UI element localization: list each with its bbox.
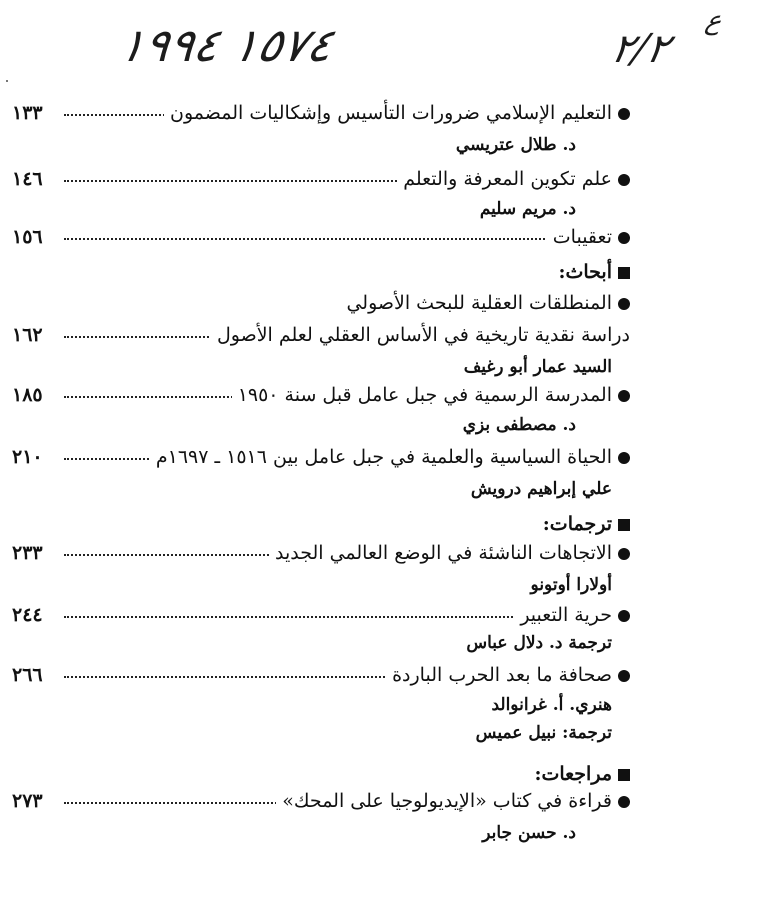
section-heading-research: أبحاث: (18, 258, 630, 286)
dot-leader (64, 238, 612, 240)
bullet-icon (618, 174, 630, 186)
entry-author: د. طلال عتريسي (455, 135, 576, 155)
entry-translator: ترجمة: نبيل عميس (475, 723, 612, 743)
entry-author: علي إبراهيم درويش (470, 479, 612, 499)
entry-page-number: ١٣٣ (12, 102, 43, 124)
entry-title: المنطلقات العقلية للبحث الأصولي (340, 288, 612, 318)
entry-title: المدرسة الرسمية في جبل عامل قبل سنة ١٩٥٠ (232, 380, 612, 410)
bullet-icon (618, 796, 630, 808)
toc-entry (12, 222, 630, 254)
toc-entry (12, 660, 630, 692)
bullet-icon (618, 108, 630, 120)
entry-title: قراءة في كتاب «الإيديولوجيا على المحك» (276, 786, 612, 816)
toc-entry (12, 98, 630, 130)
entry-author: ترجمة د. دلال عباس (466, 633, 612, 653)
square-bullet-icon (618, 769, 630, 781)
entry-page-number: ٢٧٣ (12, 790, 43, 812)
entry-author: د. مصطفى بزي (462, 415, 576, 435)
entry-title: صحافة ما بعد الحرب الباردة (386, 660, 612, 690)
entry-author: هنري. أ. غرانوالد (491, 695, 612, 715)
toc-entry (12, 600, 630, 632)
entry-page-number: ١٦٢ (12, 324, 43, 346)
entry-page-number: ٢٣٣ (12, 542, 43, 564)
entry-title: التعليم الإسلامي ضرورات التأسيس وإشكاليات المضمون (164, 98, 612, 128)
handwritten-corner-mark: ع (702, 6, 725, 36)
handwritten-archive-number: ١٥٧٤ ١٩٩٤ (114, 18, 339, 72)
entry-author: السيد عمار أبو رغيف (463, 357, 612, 377)
entry-title: تعقيبات (547, 222, 612, 252)
entry-author: د. مريم سليم (479, 199, 576, 219)
entry-title: حرية التعبير (514, 600, 612, 630)
bullet-icon (618, 390, 630, 402)
toc-entry (18, 288, 630, 320)
toc-entry (12, 442, 630, 474)
entry-page-number: ١٤٦ (12, 168, 43, 190)
entry-page-number: ٢١٠ (12, 446, 43, 468)
bullet-icon (618, 670, 630, 682)
scan-speck (6, 80, 8, 82)
entry-title: علم تكوين المعرفة والتعلم (397, 164, 612, 194)
entry-page-number: ١٨٥ (12, 384, 43, 406)
handwritten-volume-mark: ٢/٢ (607, 26, 674, 72)
section-heading-reviews: مراجعات: (18, 760, 630, 788)
bullet-icon (618, 232, 630, 244)
entry-page-number: ١٥٦ (12, 226, 43, 248)
bullet-icon (618, 298, 630, 310)
entry-author: أولارا أوتونو (530, 575, 612, 595)
bullet-icon (618, 610, 630, 622)
toc-entry-subtitle-line (12, 320, 630, 352)
entry-title: الاتجاهات الناشئة في الوضع العالمي الجديد (269, 538, 612, 568)
toc-entry (12, 380, 630, 412)
toc-entry (12, 164, 630, 196)
entry-title: الحياة السياسية والعلمية في جبل عامل بين ١٥١٦ ـ ١٦٩٧م (150, 442, 612, 472)
square-bullet-icon (618, 267, 630, 279)
toc-entry (12, 538, 630, 570)
entry-page-number: ٢٦٦ (12, 664, 43, 686)
entry-subtitle: دراسة نقدية تاريخية في الأساس العقلي لعلم الأصول (211, 320, 630, 350)
bullet-icon (618, 452, 630, 464)
entry-page-number: ٢٤٤ (12, 604, 43, 626)
square-bullet-icon (618, 519, 630, 531)
bullet-icon (618, 548, 630, 560)
entry-author: د. حسن جابر (482, 823, 576, 843)
section-heading-translations: ترجمات: (18, 510, 630, 538)
toc-entry (12, 786, 630, 818)
